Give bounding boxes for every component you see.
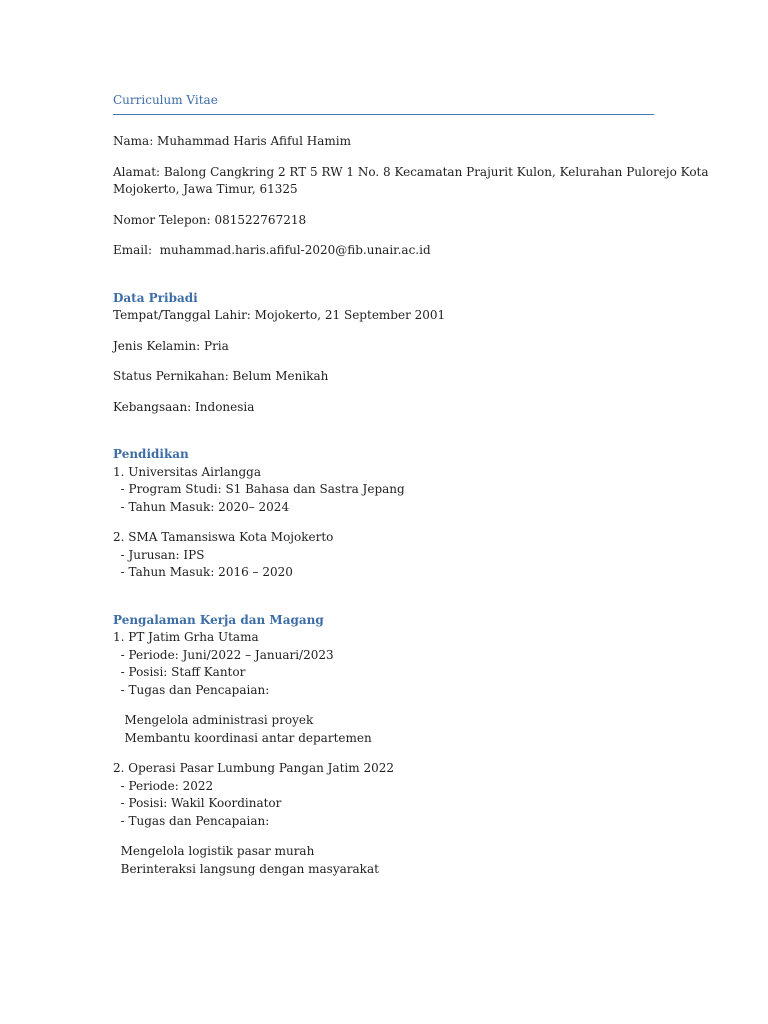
nationality-line: Kebangsaan: Indonesia — [113, 399, 255, 414]
experience-item-2-detail: - Tugas dan Pencapaian: — [113, 813, 270, 828]
experience-item-1-name: 1. PT Jatim Grha Utama — [113, 630, 259, 644]
experience-item-2-task: Berinteraksi langsung dengan masyarakat — [113, 861, 379, 876]
name-line: Nama: Muhammad Haris Afiful Hamim — [113, 134, 352, 148]
education-item-1-name: 1. Universitas Airlangga — [113, 464, 261, 479]
education-item-1-detail: - Tahun Masuk: 2020– 2024 — [113, 499, 290, 514]
experience-item-1-task: Membantu koordinasi antar departemen — [113, 730, 372, 745]
experience-item-1-task: Mengelola administrasi proyek — [113, 713, 314, 727]
education-item-2-detail: - Jurusan: IPS — [113, 547, 205, 562]
birth-line: Tempat/Tanggal Lahir: Mojokerto, 21 September 2001 — [113, 308, 446, 322]
email-line: Email: muhammad.haris.afiful-2020@fib.unair.ac.id — [113, 243, 431, 257]
education-item-1-detail: - Program Studi: S1 Bahasa dan Sastra Jepang — [113, 482, 405, 496]
experience-item-2-detail: - Posisi: Wakil Koordinator — [113, 796, 282, 810]
experience-item-2-name: 2. Operasi Pasar Lumbung Pangan Jatim 2022 — [113, 761, 395, 775]
phone-line: Nomor Telepon: 081522767218 — [113, 212, 307, 227]
experience-item-2-detail: - Periode: 2022 — [113, 778, 214, 793]
experience-item-2-task: Mengelola logistik pasar murah — [113, 844, 315, 858]
marital-line: Status Pernikahan: Belum Menikah — [113, 369, 329, 383]
document-title: Curriculum Vitae — [113, 92, 654, 115]
address-line-1: Alamat: Balong Cangkring 2 RT 5 RW 1 No. 8 Kecamatan Prajurit Kulon, Kelurahan Pulorejo Kota — [113, 164, 709, 179]
education-item-2-detail: - Tahun Masuk: 2016 – 2020 — [113, 565, 293, 579]
education-item-2-name: 2. SMA Tamansiswa Kota Mojokerto — [113, 530, 334, 544]
address-line-2: Mojokerto, Jawa Timur, 61325 — [113, 182, 298, 196]
section-heading-experience: Pengalaman Kerja dan Magang — [113, 612, 324, 627]
section-heading-personal: Data Pribadi — [113, 290, 198, 305]
experience-item-1-detail: - Periode: Juni/2022 – Januari/2023 — [113, 647, 334, 662]
gender-line: Jenis Kelamin: Pria — [113, 338, 229, 353]
cv-document — [113, 92, 709, 878]
experience-item-1-detail: - Tugas dan Pencapaian: — [113, 682, 270, 697]
section-heading-education: Pendidikan — [113, 447, 189, 461]
experience-item-1-detail: - Posisi: Staff Kantor — [113, 665, 246, 679]
